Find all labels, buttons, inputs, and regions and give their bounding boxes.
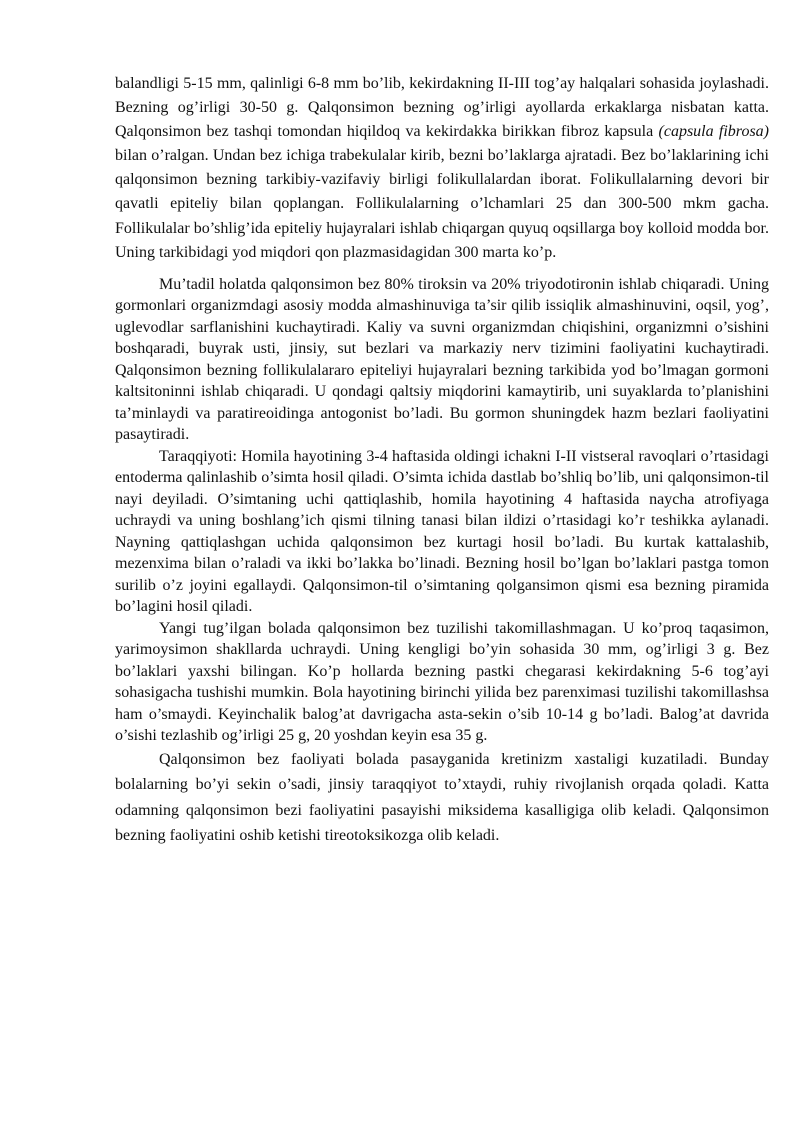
paragraph-development: Taraqqiyoti: Homila hayotining 3-4 haftasida oldingi ichakni I-II vistseral ravoqlari o’rtasidagi entoderma qalinlashib o’simta hosil qiladi. O’simta ichida dastlab bo’shliq bo’lib, uni qalqonsimon-til nayi deyiladi. O’simtaning uchi qattiqlashib, homila hayotining 4 haftasida naycha atrofiyaga uchraydi va uning boshlang’ich qismi tilning tanasi bilan ildizi o’rtasidagi ko’r teshikka aylanadi. Nayning qattiqlashgan uchida qalqonsimon bez kurtagi hosil bo’ladi. Bu kurtak kattalashib, mezenxima bilan o’raladi va ikki bo’lakka bo’linadi. Bezning hosil bo’lgan bo’laklari pastga tomon surilib o’z joyini egallaydi. Qalqonsimon-til o’simtaning qolgansimon qismi esa bezning piramida bo’lagini hosil qiladi. xyxy=(115,447,769,616)
paragraph-newborn: Yangi tug’ilgan bolada qalqonsimon bez tuzilishi takomillashmagan. U ko’proq taqasimon, yarimoysimon shakllarda uchraydi. Uning kengligi bo’yin sohasida 30 mm, og’irligi 3 g. Bez bo’laklari yaxshi bilingan. Ko’p hollarda bezning pastki chegarasi kekirdakning 5-6 tog’ayi sohasigacha tushishi mumkin. Bola hayotining birinchi yilida bez parenximasi tuzilishi takomillashsa ham o’smaydi. Keyinchalik balog’at davrigacha asta-sekin o’sib 10-14 g bo’ladi. Balog’at davrida o’sishi tezlashib og’irligi 25 g, 20 yoshdan keyin esa 35 g. xyxy=(115,619,769,745)
paragraph-1-text-b: bilan o’ralgan. Undan bez ichiga trabekulalar kirib, bezni bo’laklarga ajratadi. Bez bo’laklarining ichi qalqonsimon bezning tarkibiy-vazifaviy birligi folikullalardan iborat. Folikullalarning devori bir qavatli epiteliy bilan qoplangan. Follikulalarning o’lchamlari 25 dan 300-500 mkm gacha. Follikulalar bo’shlig’ida epiteliy hujayralari ishlab chiqargan quyuq oqsillarga boy kolloid modda bor. Uning tarkibidagi yod miqdori qon plazmasidagidan 300 marta ko’p. xyxy=(115,147,769,261)
paragraph-thyroid-structure xyxy=(115,72,769,265)
paragraph-1-text-a: balandligi 5-15 mm, qalinligi 6-8 mm bo’lib, kekirdakning II-III tog’ay halqalari sohasida joylashadi. Bezning og’irligi 30-50 g. Qalqonsimon bezning og’irligi ayollarda erkaklarga nisbatan katta. Qalqonsimon bez tashqi tomondan hiqildoq va kekirdakka birikkan fibroz kapsula xyxy=(115,75,769,141)
document-page xyxy=(115,72,769,849)
paragraph-pathology: Qalqonsimon bez faoliyati bolada pasayganida kretinizm xastaligi kuzatiladi. Bunday bolalarning bo’yi sekin o’sadi, jinsiy taraqqiyot to’xtaydi, ruhiy rivojlanish orqada qoladi. Katta odamning qalqonsimon bezi faoliyatini pasayishi miksidema kasalligiga olib keladi. Qalqonsimon bezning faoliyatini oshib ketishi tireotoksikozga olib keladi. xyxy=(115,750,769,845)
latin-term-capsula-fibrosa: (capsula fibrosa) xyxy=(658,123,769,141)
paragraph-hormones: Mu’tadil holatda qalqonsimon bez 80% tiroksin va 20% triyodotironin ishlab chiqaradi. Uning gormonlari organizmdagi asosiy modda almashinuviga ta’sir qilib issiqlik almashinuvini, oqsil, yog’, uglevodlar sarflanishini kuchaytiradi. Kaliy va suvni organizmdan chiqishini, organizmni o’sishini boshqaradi, buyrak usti, jinsiy, sut bezlari va markaziy nerv tizimini faoliyatini kuchaytiradi. Qalqonsimon bezning follikulalararo epiteliyi hujayralari bezning tarkibida yod bo’lmagan gormoni kaltsitoninni ishlab chiqaradi. U qondagi qaltsiy miqdorini kamaytirib, uni suyaklarda to’planishini ta’minlaydi va paratireoidinga antogonist bo’ladi. Bu gormon shuningdek hazm bezlari faoliyatini pasaytiradi. xyxy=(115,275,769,444)
